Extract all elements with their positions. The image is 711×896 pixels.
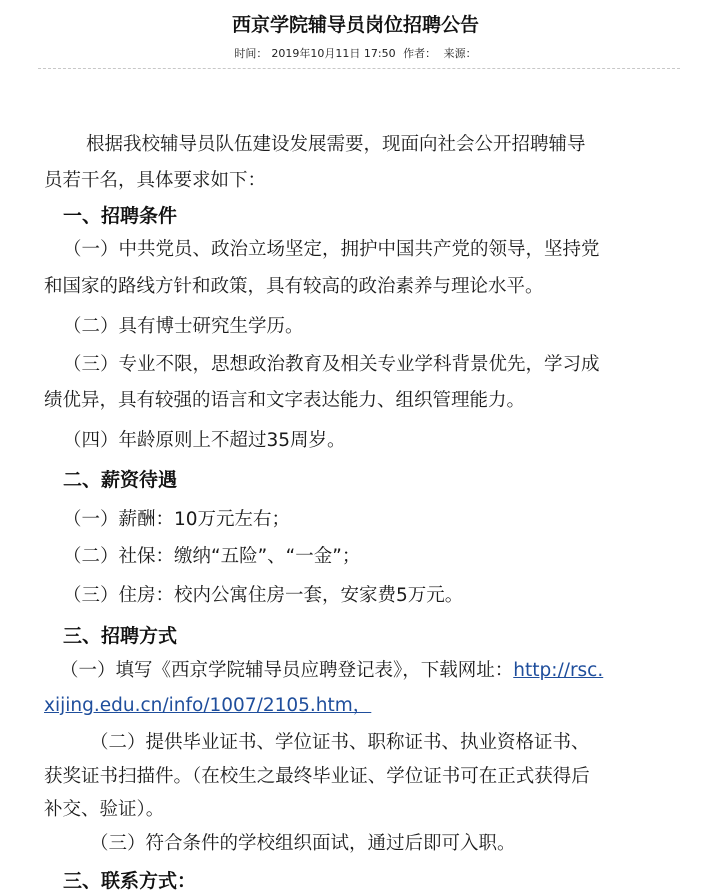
title-divider bbox=[38, 68, 680, 69]
salary-item-1: （一）薪酬：10万元左右； bbox=[63, 509, 291, 530]
download-link[interactable]: http://rsc. bbox=[513, 660, 604, 681]
condition-4: （四）年龄原则上不超过35周岁。 bbox=[63, 430, 346, 451]
condition-1-line-1: （一）中共党员、政治立场坚定，拥护中国共产党的领导，坚持党 bbox=[63, 239, 600, 260]
section-heading-recruitment-conditions: 一、招聘条件 bbox=[63, 205, 178, 227]
condition-3-line-2: 绩优异，具有较强的语言和文字表达能力、组织管理能力。 bbox=[44, 390, 526, 411]
download-link-continued[interactable]: xijing.edu.cn/info/1007/2105.htm， bbox=[44, 695, 372, 716]
salary-item-3: （三）住房：校内公寓住房一套，安家费5万元。 bbox=[63, 585, 464, 606]
section-heading-contact: 三、联系方式： bbox=[63, 870, 197, 892]
method-1-line-1 bbox=[60, 659, 603, 683]
method-1-line-2 bbox=[44, 694, 371, 718]
author-label: 作者： bbox=[403, 47, 437, 60]
method-2-line-1: （二）提供毕业证书、学位证书、职称证书、执业资格证书、 bbox=[90, 732, 590, 753]
condition-1-line-2: 和国家的路线方针和政策，具有较高的政治素养与理论水平。 bbox=[44, 276, 544, 297]
section-heading-recruitment-method: 三、招聘方式 bbox=[63, 625, 178, 647]
condition-3-line-1: （三）专业不限，思想政治教育及相关专业学科背景优先，学习成 bbox=[63, 354, 600, 375]
time-label: 时间： bbox=[234, 47, 268, 60]
section-heading-salary: 二、薪资待遇 bbox=[63, 469, 178, 491]
intro-line-2: 员若干名，具体要求如下： bbox=[44, 170, 267, 191]
source-label: 来源： bbox=[443, 47, 477, 60]
page-title: 西京学院辅导员岗位招聘公告 bbox=[231, 14, 479, 36]
intro-line-1: 根据我校辅导员队伍建设发展需要，现面向社会公开招聘辅导 bbox=[86, 134, 586, 155]
condition-2: （二）具有博士研究生学历。 bbox=[63, 316, 304, 337]
salary-item-2: （二）社保：缴纳“五险”、“一金”； bbox=[63, 546, 361, 567]
method-2-line-3: 补交、验证）。 bbox=[44, 799, 165, 820]
method-2-line-2: 获奖证书扫描件。（在校生之最终毕业证、学位证书可在正式获得后 bbox=[44, 766, 590, 787]
time-value: 2019年10月11日 17:50 bbox=[271, 47, 396, 60]
method-3: （三）符合条件的学校组织面试，通过后即可入职。 bbox=[90, 833, 516, 854]
method-1-text: （一）填写《西京学院辅导员应聘登记表》，下载网址： bbox=[60, 660, 514, 681]
article-meta bbox=[0, 45, 711, 61]
